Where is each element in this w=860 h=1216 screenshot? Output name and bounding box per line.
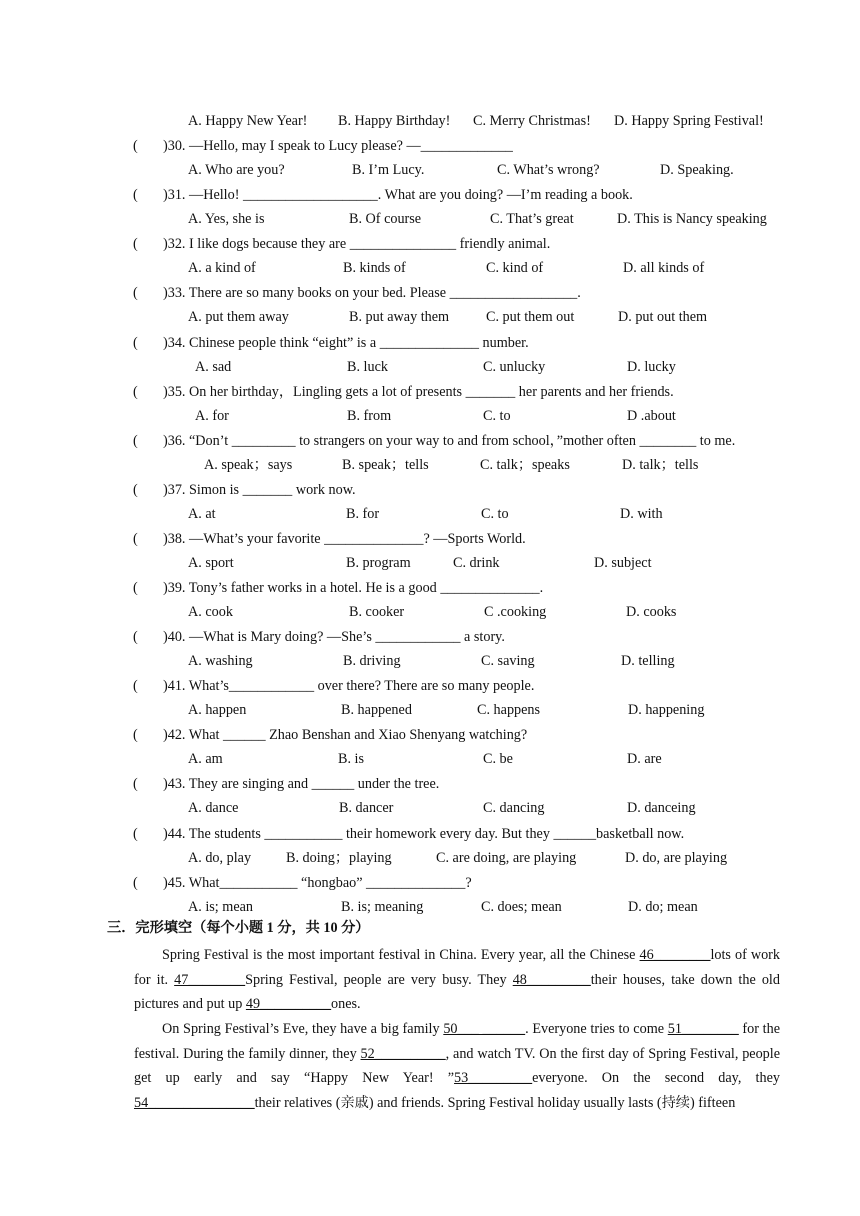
option-b[interactable]: B. I’m Lucy. [352, 162, 425, 178]
cloze-paragraph-2: On Spring Festival’s Eve, they have a big family 50___ ______. Everyone tries to come 51________ for the festival. During the family dinner, they 52__________, and watch TV. On the first day of Spring Festival, people get up early and say “Happy New Year! ”53_________everyone. On the second day, they 54_______________their relatives (亲戚) and friends. Spring Festival holiday usually lasts (持续) fifteen [134, 1021, 781, 1112]
answer-bracket[interactable]: ( [133, 433, 138, 449]
option-c[interactable]: C. dancing [483, 800, 545, 816]
option-b[interactable]: B. put away them [349, 309, 450, 325]
question-stem: )43. They are singing and ______ under the tree. [163, 776, 440, 792]
blank-51[interactable]: 51________ [667, 1021, 739, 1037]
option-d[interactable]: D. danceing [627, 800, 696, 816]
option-a[interactable]: A. at [188, 506, 216, 522]
blank-52[interactable]: 52__________ [360, 1045, 446, 1062]
question-stem: )40. —What is Mary doing? —She’s ____________ a story. [163, 629, 505, 645]
blank-48[interactable]: 48_________ [512, 971, 591, 988]
option-a[interactable]: A. put them away [188, 309, 289, 325]
question-stem: )32. I like dogs because they are _______________ friendly animal. [163, 236, 551, 252]
option-c[interactable]: C. drink [453, 555, 500, 571]
option-a[interactable]: A. do, play [188, 850, 252, 866]
answer-bracket[interactable]: ( [133, 531, 138, 547]
option-c[interactable]: C. unlucky [483, 359, 546, 375]
blank-47[interactable]: 47________ [174, 971, 246, 988]
option-b[interactable]: B. cooker [349, 604, 405, 620]
option-b[interactable]: B. is; meaning [341, 899, 424, 915]
option-d[interactable]: D .about [627, 408, 676, 424]
option-c[interactable]: C. to [483, 408, 511, 424]
option-b[interactable]: B. dancer [339, 800, 394, 816]
option-a[interactable]: A. sport [188, 555, 234, 571]
question-stem: )41. What’s____________ over there? There are so many people. [163, 678, 535, 694]
blank-54[interactable]: 54_______________ [134, 1095, 255, 1112]
option-c[interactable]: C. be [483, 751, 513, 767]
question-stem: )33. There are so many books on your bed. Please __________________. [163, 285, 581, 301]
option-d[interactable]: D. are [627, 751, 662, 767]
blank-46[interactable]: 46________ [639, 947, 711, 963]
option-b[interactable]: B. kinds of [343, 260, 406, 276]
option-c[interactable]: C. kind of [486, 260, 544, 276]
answer-bracket[interactable]: ( [133, 236, 138, 252]
cloze-paragraph-1: Spring Festival is the most important festival in China. Every year, all the Chinese 46________lots of work for it. 47________Spring Festival, people are very busy. They 48_________their houses, take down the old pictures and put up 49__________ones. [134, 947, 780, 1013]
option-d[interactable]: D. happening [628, 702, 705, 718]
option-c[interactable]: C. put them out [486, 309, 575, 325]
blank-50[interactable]: 50___ ______ [443, 1021, 526, 1037]
option-d[interactable]: D. Happy Spring Festival! [614, 113, 764, 129]
option-b[interactable]: B. luck [347, 359, 388, 375]
question-stem: )31. —Hello! ___________________. What are you doing? —I’m reading a book. [163, 187, 633, 203]
option-c[interactable]: C. What’s wrong? [497, 162, 600, 178]
option-c[interactable]: C. That’s great [490, 211, 574, 227]
option-d[interactable]: D. all kinds of [623, 260, 705, 276]
option-d[interactable]: D. talk；tells [622, 457, 699, 473]
option-a[interactable]: A. sad [195, 359, 232, 375]
question-stem: )36. “Don’t _________ to strangers on your way to and from school，”mother often ________ to me. [163, 433, 736, 449]
question-stem: )45. What___________ “hongbao” ______________? [163, 875, 472, 891]
option-c[interactable]: C. happens [477, 702, 541, 718]
answer-bracket[interactable]: ( [133, 285, 138, 301]
option-a[interactable]: A. washing [188, 653, 253, 669]
option-d[interactable]: D. This is Nancy speaking [617, 211, 767, 227]
option-d[interactable]: D. do; mean [628, 899, 698, 915]
option-a[interactable]: A. a kind of [188, 260, 256, 276]
option-b[interactable]: B. program [346, 555, 411, 571]
option-c[interactable]: C. talk；speaks [480, 457, 570, 473]
question-stem: )37. Simon is _______ work now. [163, 482, 356, 498]
option-d[interactable]: D. lucky [627, 359, 676, 375]
blank-53[interactable]: 53_________ [454, 1070, 533, 1087]
option-d[interactable]: D. put out them [618, 309, 708, 325]
option-a[interactable]: A. is; mean [188, 899, 254, 915]
question-stem: )38. —What’s your favorite ______________? —Sports World. [163, 531, 526, 547]
question-stem: )42. What ______ Zhao Benshan and Xiao Shenyang watching? [163, 727, 528, 743]
option-a[interactable]: A. speak；says [204, 457, 293, 473]
option-d[interactable]: D. telling [621, 653, 675, 669]
option-a[interactable]: A. am [188, 751, 223, 767]
option-d[interactable]: D. do, are playing [625, 850, 728, 866]
question-stem: )39. Tony’s father works in a hotel. He is a good ______________. [163, 580, 544, 596]
option-c[interactable]: C. to [481, 506, 509, 522]
answer-bracket[interactable]: ( [133, 580, 138, 596]
answer-bracket[interactable]: ( [133, 826, 138, 842]
option-b[interactable]: B. doing；playing [286, 850, 392, 866]
option-a[interactable]: A. happen [188, 702, 247, 718]
option-d[interactable]: D. cooks [626, 604, 677, 620]
section-heading: 三．完形填空（每个小题 1 分，共 10 分） [107, 920, 370, 936]
blank-49[interactable]: 49__________ [245, 996, 332, 1013]
answer-bracket[interactable]: ( [133, 629, 138, 645]
answer-bracket[interactable]: ( [133, 335, 138, 351]
option-c[interactable]: C. does; mean [481, 899, 562, 915]
answer-bracket[interactable]: ( [133, 482, 138, 498]
option-c[interactable]: C .cooking [484, 604, 547, 620]
option-b[interactable]: B. is [338, 751, 365, 767]
option-c[interactable]: C. saving [481, 653, 535, 669]
option-a[interactable]: A. dance [188, 800, 239, 816]
option-b[interactable]: B. driving [343, 653, 401, 669]
option-a[interactable]: A. for [195, 408, 229, 424]
option-a[interactable]: A. Happy New Year! [188, 113, 308, 129]
option-b[interactable]: B. happened [341, 702, 412, 718]
question-stem: )44. The students ___________ their homework every day. But they ______basketball now. [163, 826, 685, 842]
answer-bracket[interactable]: ( [133, 384, 138, 400]
answer-bracket[interactable]: ( [133, 875, 138, 891]
option-b[interactable]: B. Happy Birthday! [338, 113, 451, 129]
option-a[interactable]: A. cook [188, 604, 233, 620]
answer-bracket[interactable]: ( [133, 776, 138, 792]
option-d[interactable]: D. with [620, 506, 663, 522]
option-a[interactable]: A. Who are you? [188, 162, 285, 178]
answer-bracket[interactable]: ( [133, 187, 138, 203]
option-d[interactable]: D. Speaking. [660, 162, 734, 178]
option-c[interactable]: C. Merry Christmas! [473, 113, 591, 129]
option-b[interactable]: B. for [346, 506, 380, 522]
answer-bracket[interactable]: ( [133, 678, 138, 694]
option-b[interactable]: B. from [347, 408, 392, 424]
answer-bracket[interactable]: ( [133, 138, 138, 154]
option-b[interactable]: B. Of course [349, 211, 422, 227]
question-stem: )30. —Hello, may I speak to Lucy please? —_____________ [163, 138, 513, 154]
question-stem: )35. On her birthday，Lingling gets a lot of presents _______ her parents and her friends. [163, 384, 674, 400]
option-c[interactable]: C. are doing, are playing [436, 850, 577, 866]
option-a[interactable]: A. Yes, she is [188, 211, 265, 227]
option-d[interactable]: D. subject [594, 555, 652, 571]
answer-bracket[interactable]: ( [133, 727, 138, 743]
question-stem: )34. Chinese people think “eight” is a ______________ number. [163, 335, 529, 351]
option-b[interactable]: B. speak；tells [342, 457, 429, 473]
